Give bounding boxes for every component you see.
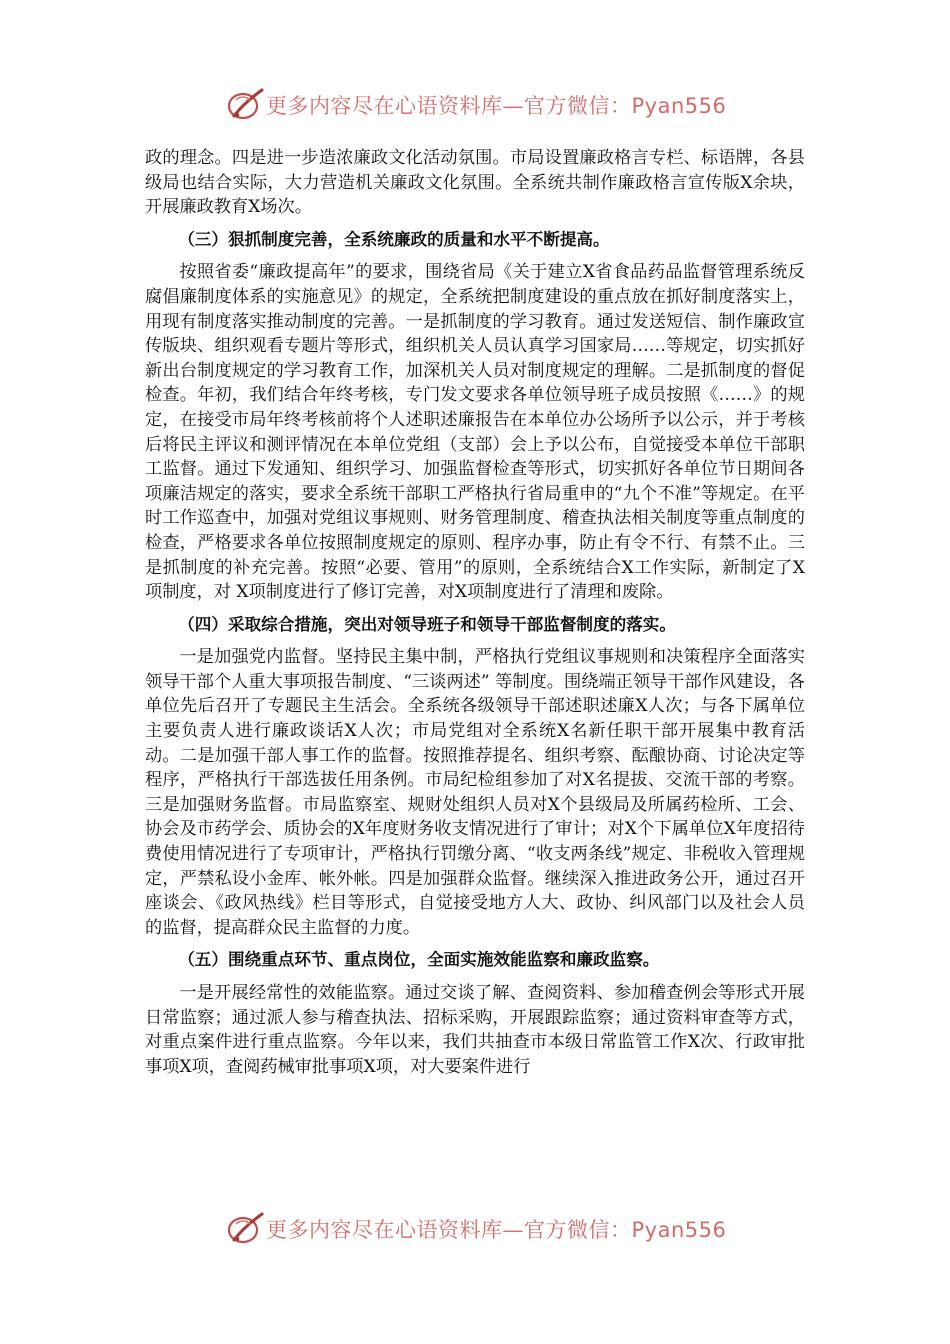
header-banner-text	[266, 90, 726, 120]
paragraph-section-3: 按照省委“廉政提高年”的要求，围绕省局《关于建立X省食品药品监督管理系统反腐倡廉制度体系的实施意见》的规定，全系统把制度建设的重点放在抓好制度落实上，用现有制度落实推动制度的完善。一是抓制度的学习教育。通过发送短信、制作廉政宣传版块、组织观看专题片等形式，组织机关人员认真学习国家局……等规定，切实抓好新出台制度规定的学习教育工作，加深机关人员对制度规定的理解。二是抓制度的督促检查。年初，我们结合年终考核，专门发文要求各单位领导班子成员按照《……》的规定，在接受市局年终考核前将个人述职述廉报告在本单位办公场所予以公示，并于考核后将民主评议和测评情况在本单位党组（支部）会上予以公布，自觉接受本单位干部职工监督。通过下发通知、组织学习、加强监督检查等形式，切实抓好各单位节日期间各项廉洁规定的落实，要求全系统干部职工严格执行省局重申的“九个不准”等规定。在平时工作巡查中，加强对党组议事规则、财务管理制度、稽查执法相关制度等重点制度的检查，严格要求各单位按照制度规定的原则、程序办事，防止有令不行、有禁不止。三是抓制度的补充完善。按照“必要、管用”的原则，全系统结合X工作实际，新制定了X项制度，对 X项制度进行了修订完善，对X项制度进行了清理和废除。	[145, 262, 805, 603]
paragraph-continued: 政的理念。四是进一步造浓廉政文化活动氛围。市局设置廉政格言专栏、标语牌，各县级局也结合实际，大力营造机关廉政文化氛围。全系统共制作廉政格言宣传版X余块，开展廉政教育X场次。	[145, 148, 805, 218]
header-banner-wechat: 官方微信：Pyan556	[524, 94, 727, 118]
paragraph-section-5: 一是开展经常性的效能监察。通过交谈了解、查阅资料、参加稽查例会等形式开展日常监察；通过派人参与稽查执法、招标采购，开展跟踪监察；通过资料审查等方式，对重点案件进行重点监察。今年以来，我们共抽查市本级日常监管工作X次、行政审批事项X项，查阅药械审批事项X项，对大要案件进行	[145, 983, 805, 1077]
footer-banner-wechat: 官方微信：Pyan556	[524, 1218, 727, 1242]
paragraph-section-4: 一是加强党内监督。坚持民主集中制，严格执行党组议事规则和决策程序全面落实领导干部个人重大事项报告制度、“三谈两述” 等制度。围绕端正领导干部作风建设，各单位先后召开了专题民主生活会。全系统各级领导干部述职述廉X人次；与各下属单位主要负责人进行廉政谈话X人次；市局党组对全系统X名新任职干部开展集中教育活动。二是加强干部人事工作的监督。按照推荐提名、组织考察、酝酿协商、讨论决定等程序，严格执行干部选拔任用条例。市局纪检组参加了对X名提拔、交流干部的考察。三是加强财务监督。市局监察室、规财处组织人员对X个县级局及所属药检所、工会、协会及市药学会、质协会的X年度财务收支情况进行了审计；对X个下属单位X年度招待费使用情况进行了专项审计，严格执行罚缴分离、“收支两条线”规定、非税收入管理规定，严禁私设小金库、帐外帐。四是加强群众监督。继续深入推进政务公开，通过召开座谈会、《政风热线》栏目等形式，自觉接受地方人大、政协、纠风部门以及社会人员的监督，提高群众民主监督的力度。	[145, 647, 805, 938]
footer-banner	[0, 1208, 950, 1252]
header-banner-title: 更多内容尽在心语资料库	[266, 94, 503, 118]
header-banner-sep: —	[502, 94, 524, 118]
footer-banner-sep: —	[502, 1218, 524, 1242]
brush-logo-icon	[226, 86, 266, 124]
section-heading-3: （三）狠抓制度完善，全系统廉政的质量和水平不断提高。	[178, 229, 610, 249]
section-heading-5: （五）围绕重点环节、重点岗位，全面实施效能监察和廉政监察。	[178, 950, 660, 970]
section-heading-4: （四）采取综合措施，突出对领导班子和领导干部监督制度的落实。	[178, 614, 676, 634]
header-banner	[0, 84, 950, 128]
brush-logo-icon	[226, 1210, 266, 1248]
document-body	[145, 146, 805, 1079]
footer-banner-text	[266, 1214, 726, 1244]
footer-banner-title: 更多内容尽在心语资料库	[266, 1218, 503, 1242]
